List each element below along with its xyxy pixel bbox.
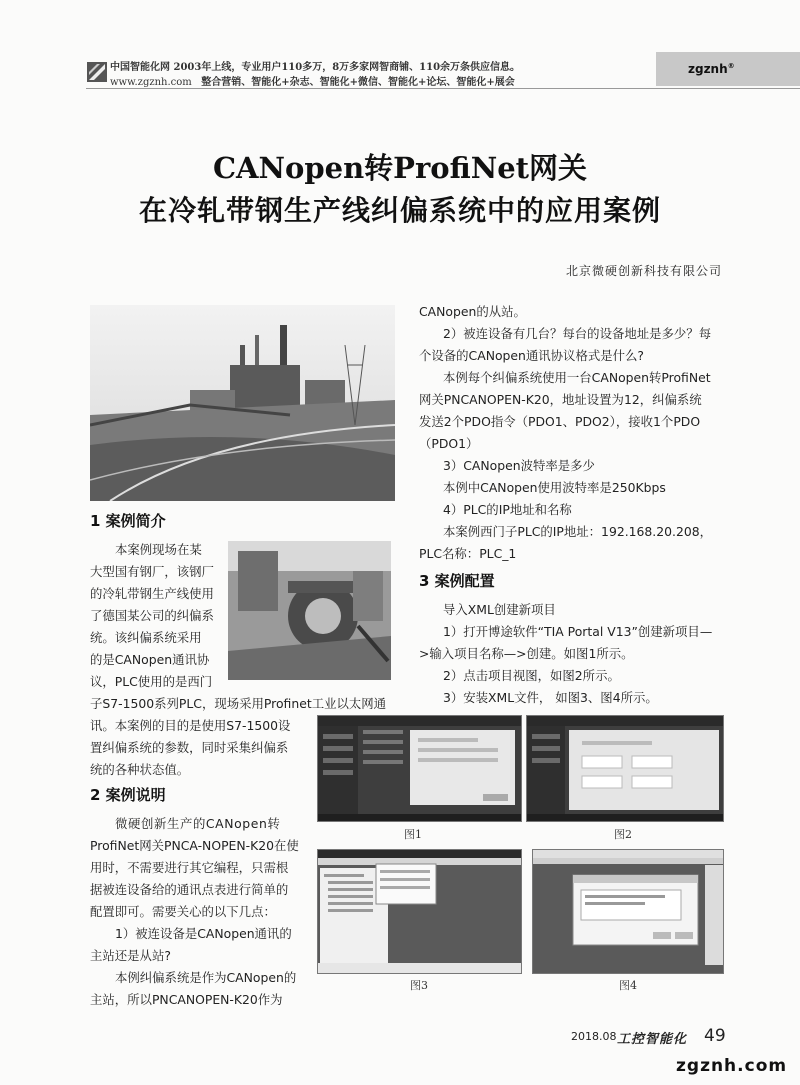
- s2-line-8: 主站，所以PNCANOPEN-K20作为: [90, 992, 283, 1007]
- footer-site-watermark: zgznh.com: [676, 1056, 788, 1076]
- magazine-name: 工控智能化: [617, 1032, 688, 1047]
- s2-line-5: 1）被连设备是CANopen通讯的: [115, 926, 292, 941]
- s1-line-8: 讯。本案例的目的是使用S7-1500设: [90, 718, 291, 733]
- figure-1-screenshot: [317, 715, 522, 822]
- s2-line-0: 微硬创新生产的CANopen转: [115, 816, 281, 831]
- rc-line-1: 2）被连设备有几台？每台的设备地址是多少？每: [443, 326, 712, 341]
- s1-line-2: 的冷轧带钢生产线使用: [90, 586, 214, 601]
- figure-3-caption: 图3: [410, 979, 428, 992]
- section-1-heading: 1 案例简介: [90, 512, 166, 530]
- rc-line-11: PLC名称：PLC_1: [419, 546, 517, 561]
- rc-line-3: 本例每个纠偏系统使用一台CANopen转ProfiNet: [443, 370, 711, 385]
- rc-line-5: 发送2个PDO指令（PDO1、PDO2），接收1个PDO: [419, 414, 701, 429]
- section-3-heading: 3 案例配置: [419, 572, 495, 590]
- issue-date: 2018.08: [571, 1030, 617, 1043]
- s3-line-0: 导入XML创建新项目: [443, 602, 556, 617]
- header-intro: 2003年上线，专业用户110多万，8万多家网智商铺、110余万条供应信息。: [173, 62, 521, 73]
- s2-line-2: 用时，不需要进行其它编程，只需根: [90, 860, 289, 875]
- s1-line-6: 议，PLC使用的是西门: [90, 674, 213, 689]
- header-site-name: 中国智能化网: [110, 62, 170, 73]
- figure-2-caption: 图2: [614, 828, 632, 841]
- rc-line-10: 本案例西门子PLC的IP地址：192.168.20.208，: [443, 524, 712, 539]
- page-number: 49: [704, 1026, 726, 1046]
- s1-line-7: 子S7-1500系列PLC，现场采用Profinet工业以太网通: [90, 696, 387, 711]
- header-services: 整合营销、智能化+杂志、智能化+微信、智能化+论坛、智能化+展会: [201, 77, 515, 88]
- article-title-line-2: 在冷轧带钢生产线纠偏系统中的应用案例: [138, 194, 661, 227]
- s3-line-1: 1）打开博途软件“TIA Portal V13”创建新项目—: [443, 624, 713, 639]
- rc-line-0: CANopen的从站。: [419, 304, 526, 319]
- rc-line-9: 4）PLC的IP地址和名称: [443, 502, 572, 517]
- s3-line-3: 2）点击项目视图，如图2所示。: [443, 668, 620, 683]
- rc-line-7: 3）CANopen波特率是多少: [443, 458, 595, 473]
- s3-line-4: 3）安装XML文件， 如图3、图4所示。: [443, 690, 658, 705]
- s3-line-2: >输入项目名称—>创建。如图1所示。: [419, 646, 634, 661]
- figure-3-screenshot: [317, 849, 522, 974]
- figure-4-caption: 图4: [619, 979, 637, 992]
- rc-line-8: 本例中CANopen使用波特率是250Kbps: [443, 480, 666, 495]
- section-2-heading: 2 案例说明: [90, 786, 166, 804]
- header-line-2: [110, 73, 515, 88]
- header-line-1: [110, 58, 520, 73]
- rc-line-4: 网关PNCANOPEN-K20，地址设置为12，纠偏系统: [419, 392, 702, 407]
- header-tag: zgznh®: [688, 62, 735, 76]
- header-url[interactable]: www.zgznh.com: [110, 77, 192, 88]
- s2-line-7: 本例纠偏系统是作为CANopen的: [115, 970, 297, 985]
- deviation-system-photo: [228, 541, 391, 680]
- article-title-line-1: CANopen转ProfiNet网关: [212, 151, 588, 185]
- figure-2-screenshot: [526, 715, 724, 822]
- figure-4-screenshot: [532, 849, 724, 974]
- s1-line-9: 置纠偏系统的参数，同时采集纠偏系: [90, 740, 289, 755]
- s1-line-3: 了德国某公司的纠偏系: [90, 608, 214, 623]
- s1-line-10: 统的各种状态值。: [90, 762, 190, 777]
- s2-line-3: 据被连设备给的通讯点表进行简单的: [90, 882, 289, 897]
- s1-line-0: 本案例现场在某: [115, 542, 202, 557]
- s2-line-6: 主站还是从站?: [90, 948, 171, 963]
- s1-line-1: 大型国有钢厂，该钢厂: [90, 564, 214, 579]
- s1-line-4: 统。该纠偏系统采用: [90, 630, 202, 645]
- rc-line-6: （PDO1）: [419, 436, 479, 451]
- article-author: 北京微硬创新科技有限公司: [565, 264, 722, 278]
- rc-line-2: 个设备的CANopen通讯协议格式是什么?: [419, 348, 644, 363]
- steel-plant-photo: [90, 305, 395, 501]
- s1-line-5: 的是CANopen通讯协: [90, 652, 210, 667]
- site-logo-icon: [86, 61, 108, 83]
- figure-1-caption: 图1: [404, 828, 422, 841]
- header-divider: [86, 88, 800, 89]
- s2-line-4: 配置即可。需要关心的以下几点：: [90, 904, 276, 919]
- s2-line-1: ProfiNet网关PNCA-NOPEN-K20在使: [90, 838, 299, 853]
